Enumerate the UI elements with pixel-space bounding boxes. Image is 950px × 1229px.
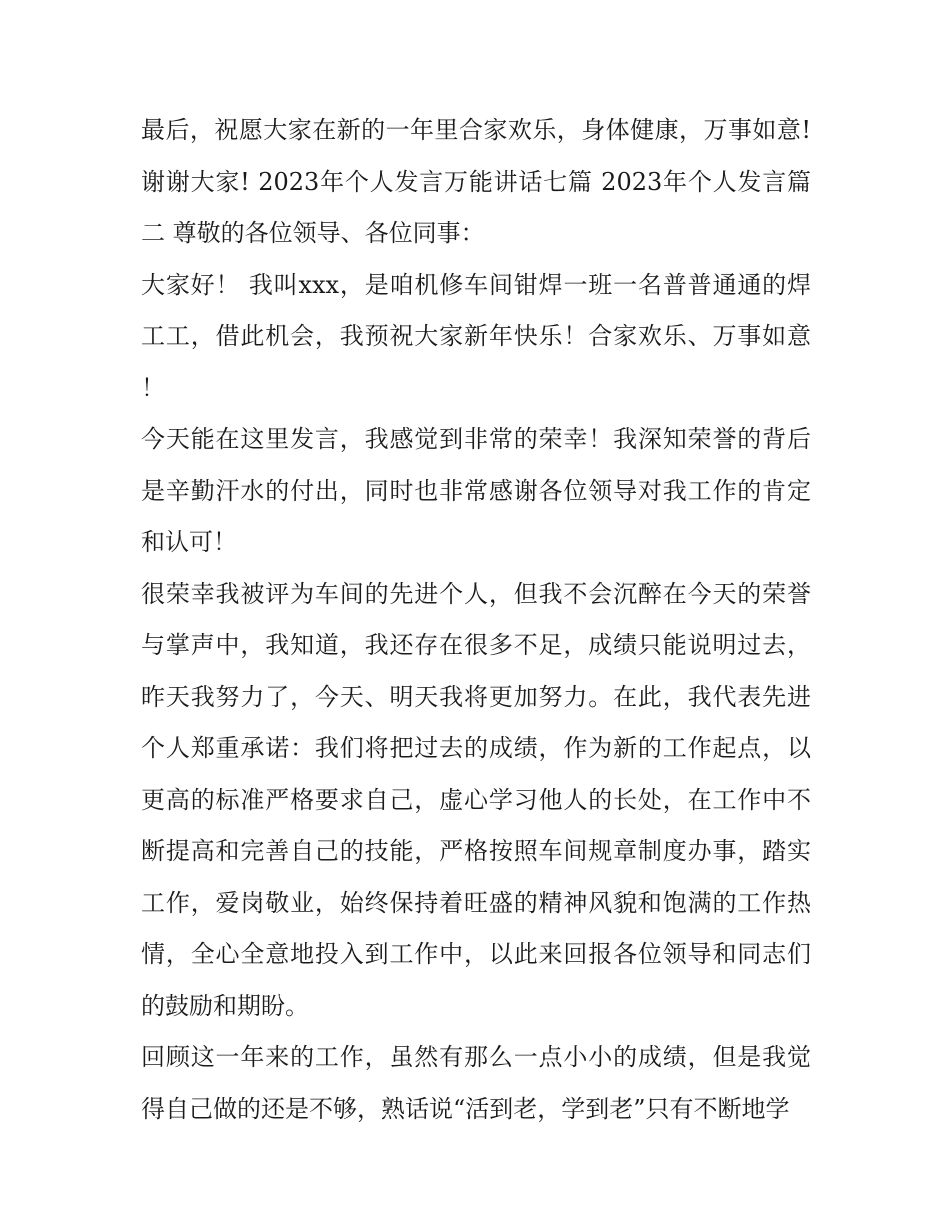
paragraph-commitment: 很荣幸我被评为车间的先进个人，但我不会沉醉在今天的荣誉与掌声中，我知道，我还存在很多不足，成绩只能说明过去，昨天我努力了，今天、明天我将更加努力。在此，我代表先进个人郑重承诺：我们将把过去的成绩，作为新的工作起点，以更高的标准严格要求自己，虚心学习他人的长处，在工作中不断提高和完善自己的技能，严格按照车间规章制度办事，踏实工作，爱岗敬业，始终保持着旺盛的精神风貌和饱满的工作热情，全心全意地投入到工作中，以此来回报各位领导和同志们的鼓励和期盼。	[141, 579, 811, 1020]
paragraph-review: 回顾这一年来的工作，虽然有那么一点小小的成绩，但是我觉得自己做的还是不够，熟话说“活到老，学到老”只有不断地学	[141, 1043, 811, 1123]
paragraph-closing-wishes: 最后，祝愿大家在新的一年里合家欢乐，身体健康，万事如意! 谢谢大家! 2023年个人发言万能讲话七篇 2023年个人发言篇二 尊敬的各位领导、各位同事：	[141, 116, 811, 247]
paragraph-greeting: 大家好！ 我叫xxx，是咱机修车间钳焊一班一名普普通通的焊工工，借此机会，我预祝大家新年快乐！合家欢乐、万事如意！	[141, 270, 811, 402]
document-body	[141, 105, 811, 1135]
paragraph-honor: 今天能在这里发言，我感觉到非常的荣幸！我深知荣誉的背后是辛勤汗水的付出，同时也非常感谢各位领导对我工作的肯定和认可！	[141, 425, 811, 556]
